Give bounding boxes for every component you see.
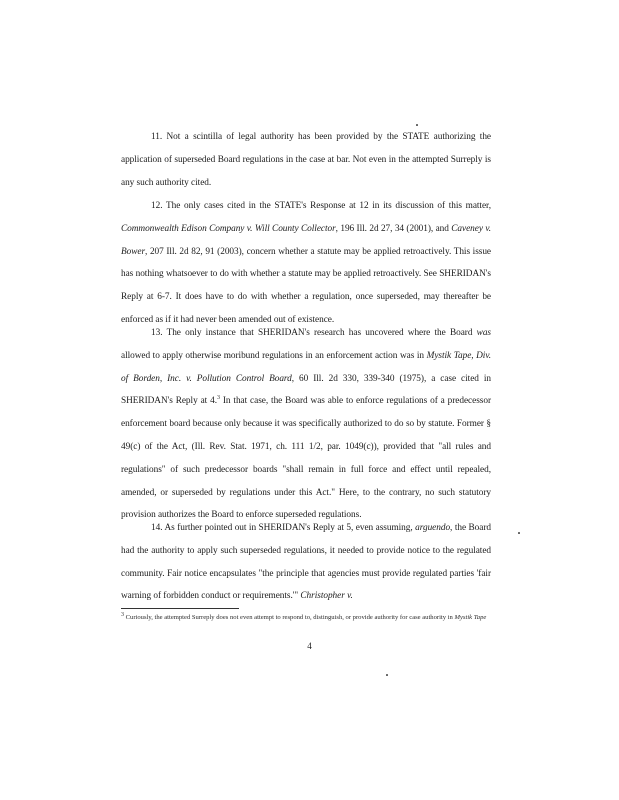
paragraph-number: 12. <box>151 201 163 211</box>
paragraph-number: 11. <box>151 132 163 142</box>
paragraph-text: The only instance that SHERIDAN's research has uncovered where the Board <box>166 328 477 338</box>
paragraph-text: As further pointed out in SHERIDAN's Reply at 5, even assuming, <box>164 523 416 533</box>
case-citation: Commonwealth Edison Company v. Will County Collector <box>121 223 336 234</box>
paragraph-text: , 60 Ill. 2d 330, 339-340 (1975), a case cited in SHERIDAN's Reply at 4. <box>121 373 491 407</box>
paragraph-number: 13. <box>151 328 163 338</box>
paragraph-number: 14. <box>151 523 163 533</box>
footnote-text: Curiously, the attempted Surreply does not even attempt to respond to, distinguish, or provide authority for case authority in <box>125 614 455 621</box>
paragraph-text: Not a scintilla of legal authority has been provided by the STATE authorizing the application of superseded Board regulations in the case at bar. Not even in the attempted Surreply is any such authority cited. <box>121 132 491 188</box>
paragraph-text: allowed to apply otherwise moribund regulations in an enforcement action was in <box>121 350 427 361</box>
scan-speck <box>416 124 418 126</box>
scan-speck <box>386 674 388 676</box>
case-citation: Caveney v. Bower <box>121 223 491 257</box>
footnote-number: 3 <box>121 611 124 618</box>
emphasis: arguendo <box>415 523 451 533</box>
footnote <box>121 611 491 622</box>
paragraph-12 <box>121 195 491 332</box>
paragraph-text: , 196 Ill. 2d 27, 34 (2001), and <box>335 223 452 234</box>
paragraph-11 <box>121 126 491 194</box>
case-citation: Mystik Tape <box>454 614 487 621</box>
paragraph-text: The only cases cited in the STATE's Response at 12 in its discussion of this matter, <box>166 201 491 211</box>
paragraph-text: , 207 Ill. 2d 82, 91 (2003), concern whether a statute may be applied retroactively. This issue has nothing whatsoever to do with whether a statute may be applied retroactively. See SHERIDAN's Reply at 6-7. It does have to do with whether a regulation, once superseded, may thereafter be enforced as if it had never been amended out of existence. <box>121 246 491 325</box>
page-number: 4 <box>307 641 312 651</box>
paragraph-14 <box>121 517 491 608</box>
scan-speck <box>518 532 520 534</box>
case-citation: Mystik Tape, Div. of Borden, Inc. v. Pollution Control Board <box>121 350 492 384</box>
case-citation: Christopher v. <box>300 591 353 602</box>
paragraph-13 <box>121 322 491 527</box>
footnote-divider <box>121 608 239 609</box>
emphasis: was <box>476 328 491 338</box>
paragraph-text: , the Board had the authority to apply such superseded regulations, it needed to provide notice to the regulated community. Fair notice encapsulates "the principle that agencies must provide regulated parties 'fair warning of forbidden conduct or requirements.'" <box>121 523 492 602</box>
footnote-ref: 3 <box>216 395 220 402</box>
paragraph-text: In that case, the Board was able to enforce regulations of a predecessor enforcement board because only because it was specifically authorized to do so by statute. Former § 49(c) of the Act, (Ill. Rev. Stat. 1971, ch. 111 1/2, par. 1049(c)), provided that "all rules and regulations" of such predecessor boards "shall remain in full force and effect until repealed, amended, or superseded by regulations under this Act." Here, to the contrary, no such statutory provision authorizes the Board to enforce superseded regulations. <box>121 396 491 521</box>
